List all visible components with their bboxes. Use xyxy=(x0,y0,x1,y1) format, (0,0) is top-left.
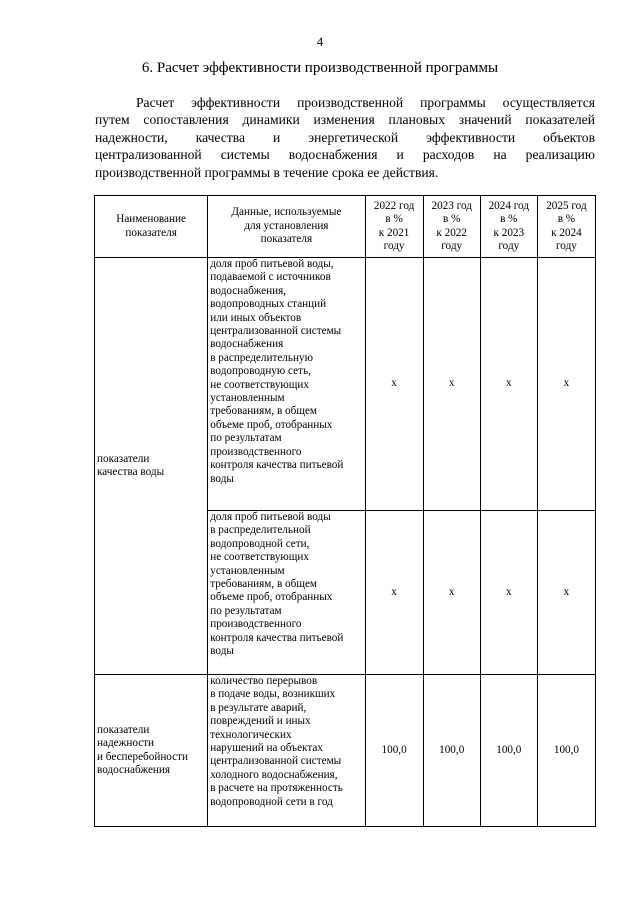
header-year-2023: 2023 год в % к 2022 году xyxy=(423,196,480,258)
header-data-used: Данные, используемые для установления показателя xyxy=(208,196,365,258)
value-cell: х xyxy=(423,258,480,511)
paragraph-line: централизованной системы водоснабжения и расходов на реализацию xyxy=(95,147,595,163)
table-row xyxy=(95,258,596,511)
table-header-row xyxy=(95,196,596,258)
value-cell: 100,0 xyxy=(365,675,423,827)
value-cell: х xyxy=(480,258,537,511)
header-indicator-name: Наименование показателя xyxy=(95,196,208,258)
indicator-name-cell: показатели качества воды xyxy=(95,258,208,675)
data-description-cell: доля проб питьевой воды, подаваемой с источников водоснабжения, водопроводных станций или иных объектов централизованной системы водоснабжения в распределительную водопроводную сеть, не соответствующих установленным требованиям, в общем объеме проб, отобранных по результатам производственного контроля качества питьевой воды xyxy=(208,258,365,511)
value-cell: 100,0 xyxy=(423,675,480,827)
paragraph-line: Расчет эффективности производственной программы осуществляется xyxy=(136,95,595,110)
value-cell: х xyxy=(480,511,537,675)
value-cell: 100,0 xyxy=(537,675,595,827)
efficiency-table xyxy=(94,195,596,827)
value-cell: х xyxy=(423,511,480,675)
header-year-2024: 2024 год в % к 2023 году xyxy=(480,196,537,258)
table-row xyxy=(95,675,596,827)
value-cell: х xyxy=(365,258,423,511)
value-cell: х xyxy=(537,258,595,511)
paragraph-line: производственной программы в течение срока ее действия. xyxy=(95,164,439,180)
header-year-2022: 2022 год в % к 2021 году xyxy=(365,196,423,258)
page-number: 4 xyxy=(316,34,324,49)
value-cell: 100,0 xyxy=(480,675,537,827)
value-cell: х xyxy=(365,511,423,675)
paragraph-line: путем сопоставления динамики изменения плановых значений показателей xyxy=(95,112,595,128)
section-heading: 6. Расчет эффективности производственной программы xyxy=(141,60,499,76)
intro-paragraph xyxy=(95,94,595,181)
indicator-name-cell: показатели надежности и бесперебойности водоснабжения xyxy=(95,675,208,827)
header-year-2025: 2025 год в % к 2024 году xyxy=(537,196,595,258)
value-cell: х xyxy=(537,511,595,675)
data-description-cell: доля проб питьевой воды в распределительной водопроводной сети, не соответствующих установленным требованиям, в общем объеме проб, отобранных по результатам производственного контроля качества питьевой воды xyxy=(208,511,365,675)
data-description-cell: количество перерывов в подаче воды, возникших в результате аварий, повреждений и иных технологических нарушений на объектах централизованной системы холодного водоснабжения, в расчете на протяженность водопроводной сети в год xyxy=(208,675,365,827)
paragraph-line: надежности, качества и энергетической эффективности объектов xyxy=(95,129,595,145)
